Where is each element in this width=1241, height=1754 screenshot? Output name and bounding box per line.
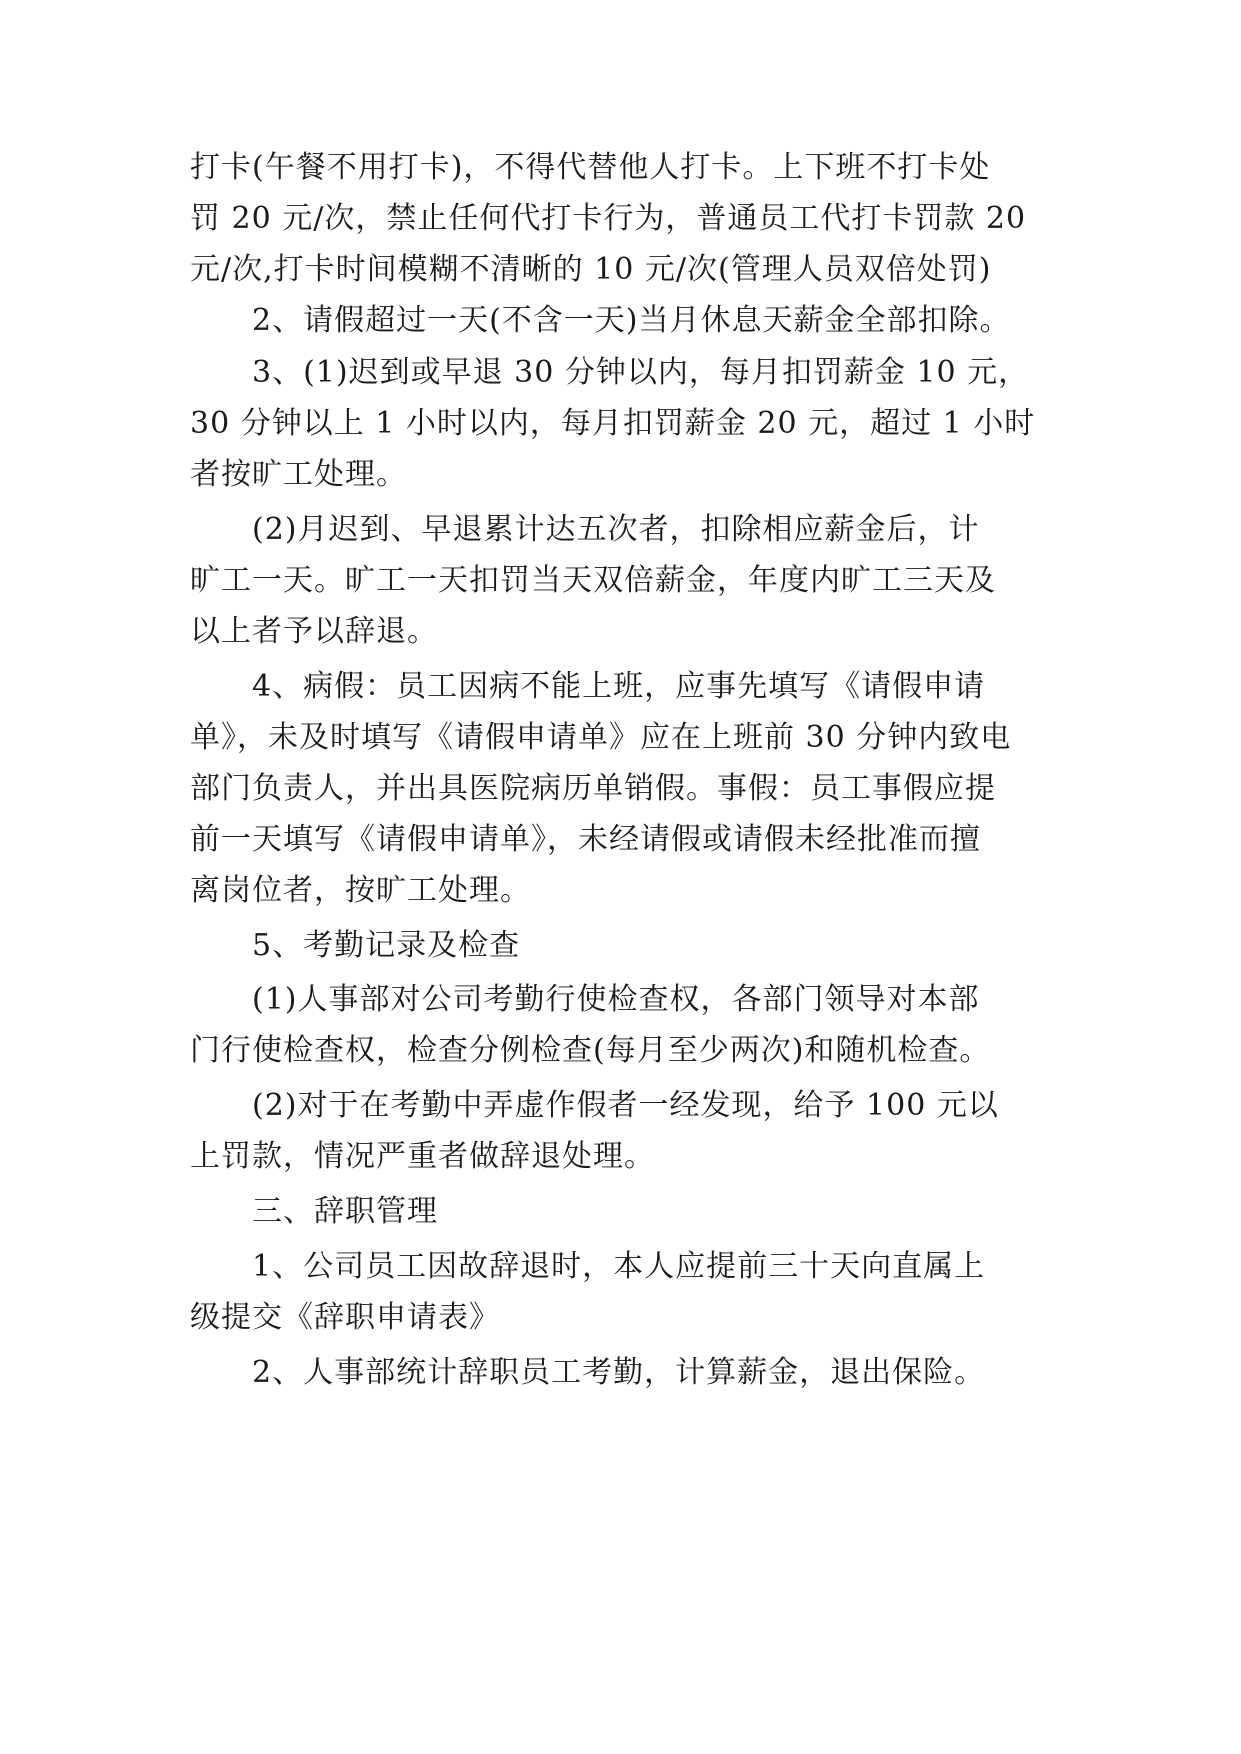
text-line: 30 分钟以上 1 小时以内，每月扣罚薪金 20 元，超过 1 小时 <box>190 406 1036 441</box>
text-line: (2)月迟到、早退累计达五次者，扣除相应薪金后，计 <box>252 512 980 547</box>
text-line: 2、人事部统计辞职员工考勤，计算薪金，退出保险。 <box>252 1355 986 1390</box>
text-line: 打卡(午餐不用打卡)，不得代替他人打卡。上下班不打卡处 <box>190 150 991 185</box>
text-line: (2)对于在考勤中弄虚作假者一经发现，给予 100 元以 <box>252 1088 999 1123</box>
text-line: 旷工一天。旷工一天扣罚当天双倍薪金，年度内旷工三天及 <box>190 563 996 598</box>
text-line: 元/次,打卡时间模糊不清晰的 10 元/次(管理人员双倍处罚) <box>190 252 992 287</box>
text-line: 5、考勤记录及检查 <box>252 928 521 963</box>
text-line: (1)人事部对公司考勤行使检查权，各部门领导对本部 <box>252 982 980 1017</box>
text-line: 以上者予以辞退。 <box>190 614 438 649</box>
text-line: 单》，未及时填写《请假申请单》应在上班前 30 分钟内致电 <box>190 720 1012 755</box>
text-line: 1、公司员工因故辞退时，本人应提前三十天向直属上 <box>252 1249 986 1284</box>
text-line: 者按旷工处理。 <box>190 457 407 492</box>
text-line: 罚 20 元/次，禁止任何代打卡行为，普通员工代打卡罚款 20 <box>190 201 1027 236</box>
text-line: 4、病假：员工因病不能上班，应事先填写《请假申请 <box>252 669 986 704</box>
text-line: 门行使检查权，检查分例检查(每月至少两次)和随机检查。 <box>190 1033 991 1068</box>
text-line: 上罚款，情况严重者做辞退处理。 <box>190 1139 655 1174</box>
section-heading: 三、辞职管理 <box>252 1194 438 1229</box>
text-line: 3、(1)迟到或早退 30 分钟以内，每月扣罚薪金 10 元， <box>252 355 1030 390</box>
text-line: 离岗位者，按旷工处理。 <box>190 873 531 908</box>
text-line: 前一天填写《请假申请单》，未经请假或请假未经批准而擅 <box>190 822 981 857</box>
text-line: 部门负责人，并出具医院病历单销假。事假：员工事假应提 <box>190 771 996 806</box>
text-line: 2、请假超过一天(不含一天)当月休息天薪金全部扣除。 <box>252 303 1011 338</box>
text-line: 级提交《辞职申请表》 <box>190 1300 500 1335</box>
